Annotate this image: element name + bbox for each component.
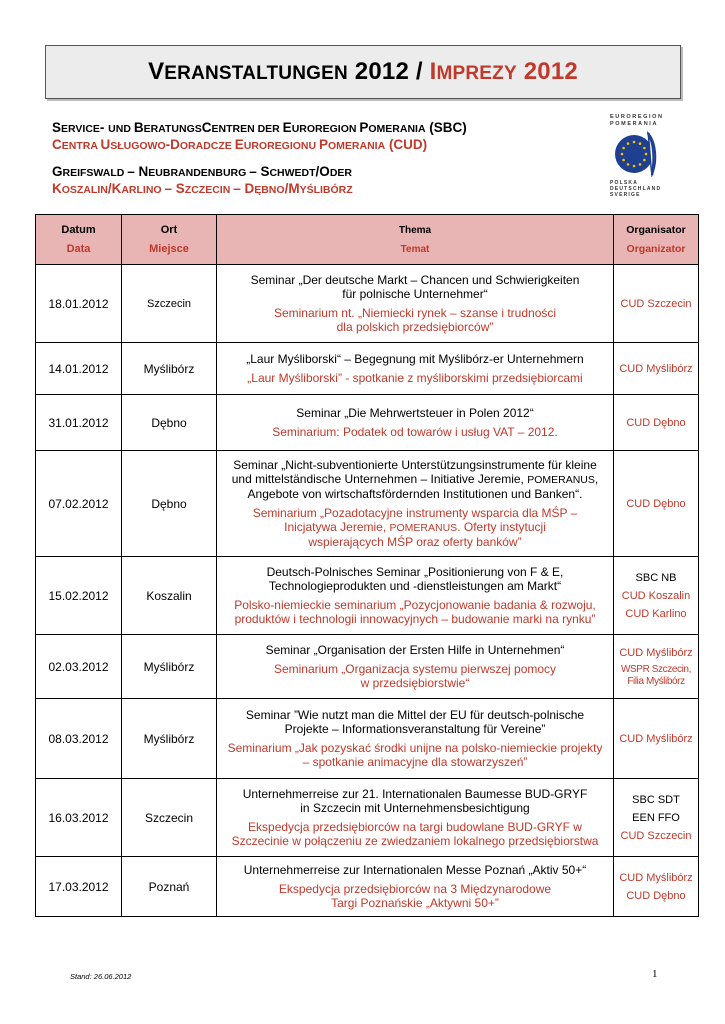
- org-text-segment: (SBC): [425, 120, 467, 135]
- event-date: 08.03.2012: [36, 699, 122, 779]
- header-topic: [217, 215, 614, 265]
- organizer-name: CUD Dębno: [626, 416, 686, 429]
- topic-german: [217, 863, 613, 877]
- org-line-cud: [52, 137, 592, 154]
- topic-text: Seminar ”Wie nutzt man die Mittel der EU für deutsch-polnische: [245, 708, 585, 722]
- table-row: [36, 857, 699, 917]
- topic-polish: [217, 306, 613, 334]
- event-organizer: [614, 635, 699, 699]
- topic-polish: [217, 371, 613, 385]
- topic-text: und mittelständische Unternehmen – Initiative Jeremie,: [231, 472, 528, 486]
- org-text-segment: OMERANIA: [328, 140, 386, 152]
- organizer-name: SBC NB: [635, 571, 677, 584]
- org-text-segment: – D: [233, 181, 255, 196]
- org-text-segment: /K: [107, 181, 122, 196]
- org-text-segment: – S: [164, 181, 185, 196]
- topic-text: – spotkanie animacyjne dla stowarzyszeń”: [302, 755, 528, 769]
- org-text-segment: S: [52, 120, 62, 135]
- org-line-pl-cities: [52, 181, 592, 198]
- organizer-name: CUD Myślibórz: [619, 646, 693, 659]
- topic-text: Seminar „Der deutsche Markt – Chancen und Schwierigkeiten: [250, 273, 580, 287]
- logo-text-top-2: POMERANIA: [610, 120, 659, 127]
- event-place: Myślibórz: [122, 699, 217, 779]
- logo-text-top-1: EUROREGION: [610, 114, 664, 120]
- topic-text: ,: [594, 472, 599, 486]
- organizer-name: WSPR Szczecin,: [621, 663, 691, 675]
- org-text-segment: ERVICE: [61, 123, 100, 135]
- organizer-name: CUD Dębno: [626, 497, 686, 510]
- topic-polish: [217, 882, 613, 910]
- org-text-segment: ENTREN DER: [211, 123, 283, 135]
- org-text-segment: U: [100, 137, 111, 152]
- organizer-name: Filia Myślibórz: [627, 675, 685, 687]
- event-organizer: [614, 699, 699, 779]
- topic-text: wspierających MŚP oraz oferty banków”: [308, 535, 522, 549]
- table-row: [36, 395, 699, 451]
- topic-text: Polsko-niemieckie seminarium „Pozycjonowanie badania & rozwoju,: [234, 598, 596, 612]
- header-place: [122, 215, 217, 265]
- topic-text: Seminarium „Jak pozyskać środki unijne na polsko-niemieckie projekty: [227, 741, 603, 755]
- topic-polish: [217, 598, 613, 626]
- topic-polish: [217, 662, 613, 690]
- table-row: [36, 451, 699, 557]
- org-text-segment: ZCZECIN: [184, 184, 234, 196]
- org-line-sbc: [52, 120, 592, 137]
- topic-text: Seminar „Organisation der Ersten Hilfe in Unternehmen“: [265, 643, 565, 657]
- org-text-segment: UND: [108, 123, 134, 135]
- topic-text: w przedsiębiorstwie“: [360, 676, 470, 690]
- organizer-name: CUD Szczecin: [620, 829, 692, 842]
- topic-text: Technologieprodukten und -dienstleistungen am Markt“: [268, 579, 562, 593]
- org-text-segment: /O: [315, 164, 330, 179]
- header-organizer-de: Organisator: [626, 223, 686, 236]
- header-organizer-pl: Organizator: [626, 242, 686, 255]
- event-date: 18.01.2012: [36, 265, 122, 343]
- org-text-segment: C: [201, 120, 212, 135]
- page-title: [148, 58, 578, 86]
- event-organizer: [614, 779, 699, 857]
- logo-emblem-icon: [612, 131, 662, 177]
- topic-text: Ekspedycja przedsiębiorców na 3 Międzynarodowe: [278, 882, 552, 896]
- org-text-segment: REIFSWALD: [62, 167, 128, 179]
- topic-german: [217, 406, 613, 420]
- topic-text: Projekte – Informationsveranstaltung für Vereine”: [284, 722, 546, 736]
- event-place: Szczecin: [122, 265, 217, 343]
- org-text-segment: OSZALIN: [61, 184, 108, 196]
- org-text-segment: – N: [127, 164, 149, 179]
- event-date: 17.03.2012: [36, 857, 122, 917]
- org-text-segment: DER: [329, 167, 352, 179]
- org-text-segment: B: [133, 120, 144, 135]
- topic-polish: [217, 425, 613, 439]
- header-place-de: Ort: [160, 223, 178, 236]
- event-date: 07.02.2012: [36, 451, 122, 557]
- topic-german: [217, 708, 613, 736]
- organizer-name: CUD Szczecin: [620, 297, 692, 310]
- event-organizer: [614, 265, 699, 343]
- org-text-segment: ERATUNGS: [143, 123, 202, 135]
- table-row: [36, 343, 699, 395]
- topic-german: [217, 273, 613, 301]
- organizer-name: CUD Karlino: [625, 607, 687, 620]
- organizer-name: CUD Myślibórz: [619, 871, 693, 884]
- org-text-segment: E: [234, 137, 244, 152]
- events-table: [35, 214, 699, 917]
- event-date: 31.01.2012: [36, 395, 122, 451]
- org-text-segment: (CUD): [385, 137, 428, 152]
- org-text-segment: K: [52, 181, 62, 196]
- header-place-pl: Miejsce: [149, 242, 189, 255]
- header-date-de: Datum: [61, 223, 96, 236]
- title-de-year: 2012 /: [347, 58, 430, 85]
- header-topic-de: Thema: [398, 224, 432, 236]
- topic-polish: [217, 741, 613, 769]
- org-text-segment: -: [99, 120, 109, 135]
- org-text-segment: EUBRANDENBURG: [148, 167, 250, 179]
- organizer-name: CUD Dębno: [626, 889, 686, 902]
- org-text-segment: P: [319, 137, 329, 152]
- org-text-segment: ORADCZE: [179, 140, 235, 152]
- topic-text: „Laur Myśliborski” - spotkanie z myśliborskimi przedsiębiorcami: [247, 371, 583, 385]
- org-text-segment: UROREGION: [291, 123, 360, 135]
- table-header-row: [36, 215, 699, 265]
- organizer-name: CUD Koszalin: [621, 589, 691, 602]
- event-topic: [217, 779, 614, 857]
- topic-text: Seminarium „Organizacja systemu pierwszej pomocy: [273, 662, 557, 676]
- logo-text-bottom-1: POLSKA: [610, 180, 639, 186]
- event-topic: [217, 343, 614, 395]
- org-text-segment: E: [282, 120, 292, 135]
- topic-text: für polnische Unternehmer“: [342, 287, 488, 301]
- org-text-segment: G: [52, 164, 63, 179]
- organizer-name: CUD Myślibórz: [619, 732, 693, 745]
- topic-text: Targi Poznańskie „Aktywni 50+”: [331, 896, 499, 910]
- table-row: [36, 699, 699, 779]
- org-text-segment: UROREGIONU: [243, 140, 319, 152]
- topic-text: . Oferty instytucji: [457, 520, 546, 534]
- organizer-name: SBC SDT: [632, 793, 680, 806]
- event-topic: [217, 395, 614, 451]
- topic-german: [217, 352, 613, 366]
- topic-polish: [217, 820, 613, 848]
- topic-text: Ekspedycja przedsiębiorców na targi budowlane BUD-GRYF w: [248, 820, 582, 834]
- footer-stand-date: Stand: 26.06.2012: [70, 972, 132, 981]
- topic-text: „Laur Myśliborski“ – Begegnung mit Myślibórz-er Unternehmern: [246, 352, 584, 366]
- topic-text: Unternehmerreise zur 21. Internationalen Baumesse BUD-GRYF: [242, 787, 588, 801]
- event-topic: [217, 265, 614, 343]
- topic-german: [217, 643, 613, 657]
- title-pl-rest: MPREZY: [436, 63, 517, 84]
- header-date: [36, 215, 122, 265]
- euroregion-pomerania-logo: [610, 114, 680, 206]
- event-place: Szczecin: [122, 779, 217, 857]
- event-organizer: [614, 451, 699, 557]
- org-text-segment: ARLINO: [121, 184, 165, 196]
- topic-text: POMERANUS: [527, 474, 595, 486]
- title-de-rest: ERANSTALTUNGEN: [164, 63, 348, 84]
- org-text-segment: C: [52, 137, 62, 152]
- event-topic: [217, 857, 614, 917]
- event-organizer: [614, 857, 699, 917]
- org-text-segment: – S: [249, 164, 270, 179]
- org-text-segment: -D: [165, 137, 180, 152]
- org-text-segment: P: [359, 120, 369, 135]
- page-number: 1: [652, 968, 658, 980]
- event-organizer: [614, 343, 699, 395]
- event-topic: [217, 699, 614, 779]
- header-date-pl: Data: [66, 242, 91, 255]
- header-topic-pl: Temat: [400, 243, 430, 255]
- logo-text-bottom-2: DEUTSCHLAND: [610, 186, 662, 192]
- event-topic: [217, 635, 614, 699]
- table-row: [36, 635, 699, 699]
- topic-text: Szczecinie w połączeniu ze zwiedzaniem lokalnego przedsiębiorstwa: [231, 834, 599, 848]
- table-row: [36, 265, 699, 343]
- event-organizer: [614, 557, 699, 635]
- org-text-segment: YŚLIBÓRZ: [299, 184, 353, 196]
- event-place: Poznań: [122, 857, 217, 917]
- title-pl-year: 2012: [516, 58, 578, 85]
- title-de-cap: V: [148, 58, 165, 85]
- header-organizer: [614, 215, 699, 265]
- topic-text: Angebote von wirtschaftsfördernden Institutionen und Banken“.: [247, 487, 583, 501]
- page-title-box: [45, 45, 681, 99]
- event-place: Koszalin: [122, 557, 217, 635]
- topic-text: in Szczecin mit Unternehmensbesichtigung: [300, 801, 530, 815]
- topic-text: Seminarium nt. „Niemiecki rynek – szanse i trudności: [273, 306, 557, 320]
- organization-header: [52, 120, 592, 198]
- organizer-name: CUD Myślibórz: [619, 362, 693, 375]
- title-pl-cap: I: [429, 58, 437, 85]
- event-topic: [217, 557, 614, 635]
- topic-text: Unternehmerreise zur Internationalen Messe Poznań „Aktiv 50+“: [243, 863, 587, 877]
- topic-text: dla polskich przedsiębiorców”: [336, 320, 494, 334]
- topic-text: Deutsch-Polnisches Seminar „Positionierung von F & E,: [266, 565, 564, 579]
- event-place: Dębno: [122, 395, 217, 451]
- table-row: [36, 557, 699, 635]
- topic-german: [217, 787, 613, 815]
- event-place: Myślibórz: [122, 635, 217, 699]
- event-organizer: [614, 395, 699, 451]
- topic-text: Seminar „Nicht-subventionierte Unterstützungsinstrumente für kleine: [233, 458, 597, 472]
- topic-german: [217, 565, 613, 593]
- topic-german: [217, 458, 613, 501]
- event-place: Myślibórz: [122, 343, 217, 395]
- topic-text: Seminar „Die Mehrwertsteuer in Polen 2012“: [296, 406, 534, 420]
- org-text-segment: ENTRA: [61, 140, 101, 152]
- org-text-segment: ĘBNO: [254, 184, 285, 196]
- topic-text: Seminarium „Pozadotacyjne instrumenty wsparcia dla MŚP –: [252, 506, 578, 520]
- event-date: 14.01.2012: [36, 343, 122, 395]
- logo-text-bottom-3: SVERIGE: [610, 192, 641, 198]
- organizer-name: EEN FFO: [632, 811, 680, 824]
- topic-text: POMERANUS: [389, 522, 458, 534]
- topic-text: Seminarium: Podatek od towarów i usług VAT – 2012.: [272, 425, 558, 439]
- org-text-segment: /M: [284, 181, 300, 196]
- topic-text: Inicjatywa Jeremie,: [284, 520, 390, 534]
- event-date: 02.03.2012: [36, 635, 122, 699]
- event-date: 16.03.2012: [36, 779, 122, 857]
- org-text-segment: CHWEDT: [269, 167, 316, 179]
- event-topic: [217, 451, 614, 557]
- event-date: 15.02.2012: [36, 557, 122, 635]
- table-row: [36, 779, 699, 857]
- org-line-de-cities: [52, 164, 592, 181]
- topic-polish: [217, 506, 613, 549]
- topic-text: produktów i technologii innowacyjnych – budowanie marki na rynku”: [234, 612, 596, 626]
- org-text-segment: SŁUGOWO: [110, 140, 166, 152]
- event-place: Dębno: [122, 451, 217, 557]
- org-text-segment: OMERANIA: [368, 123, 426, 135]
